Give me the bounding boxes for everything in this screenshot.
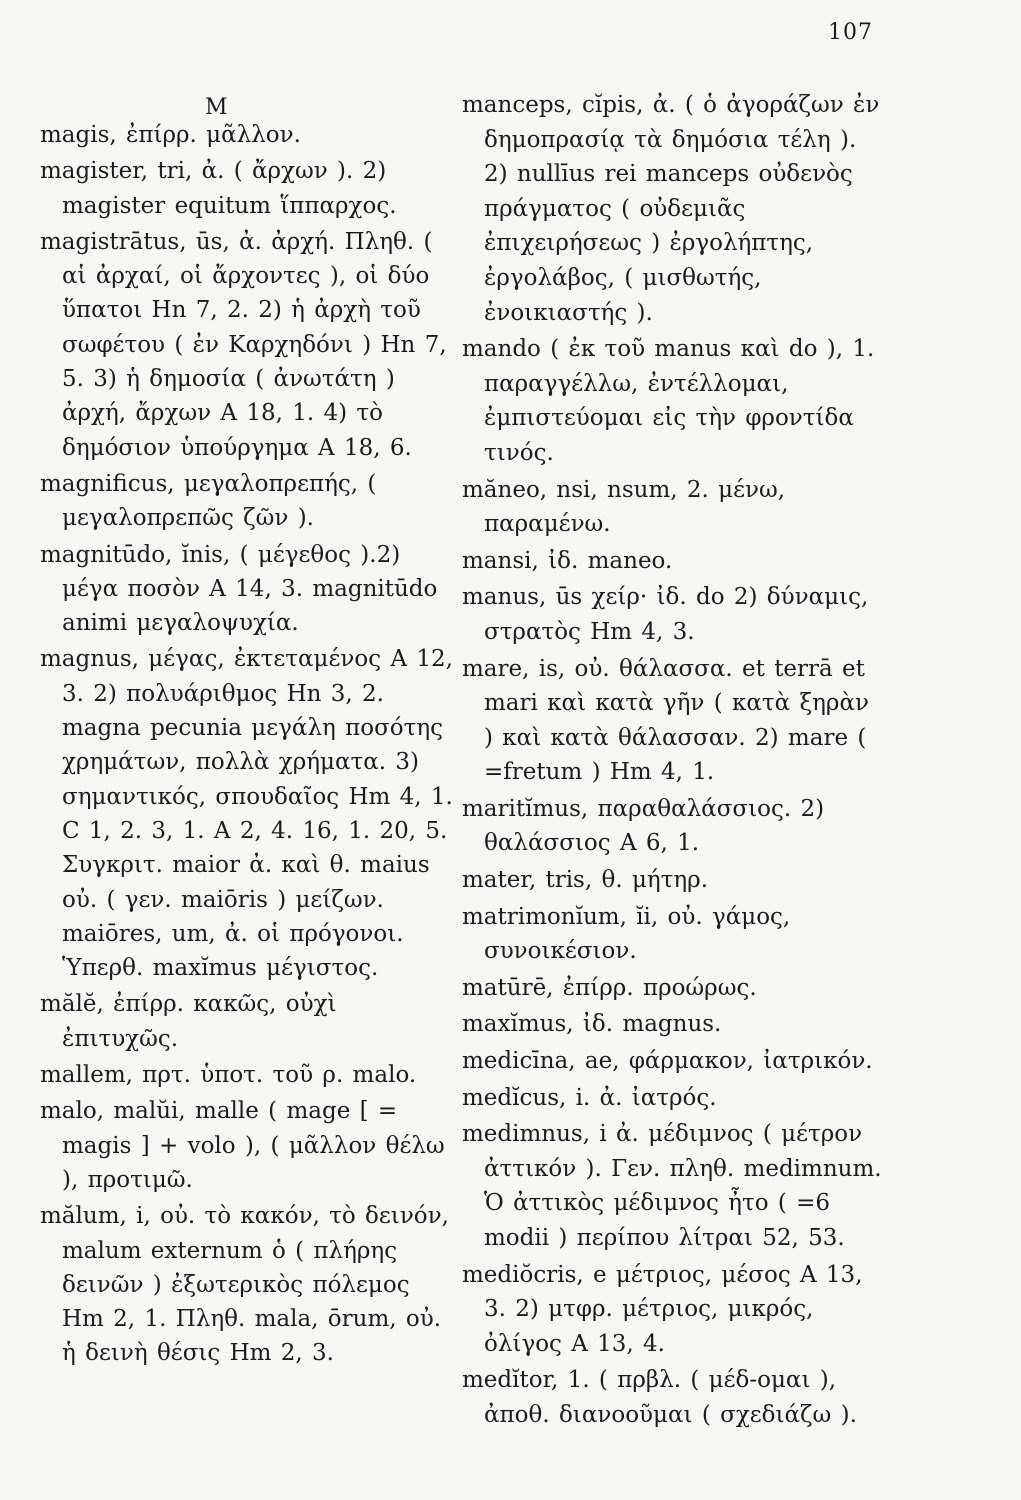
section-letter: M — [205, 95, 228, 120]
dictionary-entry: malo, malŭi, malle ( mage [ = magis ] + volo ), ( μᾶλλον θέλω ), προτιμῶ. — [40, 1098, 445, 1193]
dictionary-entry: manus, ūs χείρ· ἰδ. do 2) δύναμις, στρατὸς Hm 4, 3. — [462, 584, 869, 645]
dictionary-entry: matrimonĭum, ĭi, οὐ. γάμος, συνοικέσιον. — [462, 903, 791, 965]
dictionary-entry: mater, tris, θ. μήτηρ. — [462, 867, 709, 894]
dictionary-entry: manceps, cĭpis, ἀ. ( ὁ ἀγοράζων ἐν δημοπρασίᾳ τὰ δημόσια τέλη ). 2) nullīus rei manceps οὐδενὸς πράγματος ( οὐδεμιᾶς ἐπιχειρήσεως ) ἐργολήπτης, ἐργολάβος, ( μισθωτής, ἐνοικιαστής ). — [462, 92, 880, 326]
dictionary-entry: medicīna, ae, φάρμακον, ἰατρικόν. — [462, 1048, 873, 1075]
dictionary-entry: matūrē, ἐπίρρ. προώρως. — [462, 974, 757, 1001]
dictionary-entry: magnificus, μεγαλοπρεπής, ( μεγαλοπρεπῶς ζῶν ). — [40, 470, 377, 532]
dictionary-entry: mălum, i, οὐ. τὸ κακόν, τὸ δεινόν, malum externum ὁ ( πλήρης δεινῶν ) ἐξωτερικὸς πόλεμος Hm 2, 1. Πληθ. mala, ōrum, οὐ. ἡ δεινὴ θέσις Hm 2, 3. — [40, 1203, 449, 1367]
dictionary-entry: magnus, μέγας, ἐκτεταμένος A 12, 3. 2) πολυάριθμος Hn 3, 2. magna pecunia μεγάλη ποσότης χρημάτων, πολλὰ χρήματα. 3) σημαντικός, σπουδαῖος Hm 4, 1. C 1, 2. 3, 1. A 2, 4. 16, 1. 20, 5. Συγκριτ. maior ἀ. καὶ θ. maius οὐ. ( γεν. maiōris ) μείζων. maiōres, um, ἀ. οἱ πρόγονοι. Ὑπερθ. maxĭmus μέγιστος. — [40, 646, 453, 982]
dictionary-entry: maxĭmus, ἰδ. magnus. — [462, 1011, 722, 1038]
right-column — [462, 88, 882, 1435]
dictionary-entry: mediŏcris, e μέτριος, μέσος A 13, 3. 2) μτφρ. μέτριος, μικρός, ὀλίγος A 13, 4. — [462, 1261, 863, 1357]
dictionary-entry: magis, ἐπίρρ. μᾶλλον. — [40, 122, 301, 148]
dictionary-entry: măneo, nsi, nsum, 2. μένω, παραμένω. — [462, 476, 786, 538]
dictionary-entry: magnitūdo, ĭnis, ( μέγεθος ).2) μέγα ποσὸν A 14, 3. magnitūdo animi μεγαλοψυχία. — [40, 541, 438, 637]
dictionary-entry: mansi, ἰδ. maneo. — [462, 547, 673, 574]
dictionary-entry: mălĕ, ἐπίρρ. κακῶς, οὐχὶ ἐπιτυχῶς. — [40, 991, 337, 1052]
dictionary-entry: mallem, πρτ. ὑποτ. τοῦ ρ. malo. — [40, 1062, 417, 1089]
dictionary-entry: medimnus, i ἀ. μέδιμνος ( μέτρον ἀττικόν ). Γεν. πληθ. medimnum. Ὁ ἀττικὸς μέδιμνος ἦτο ( =6 modii ) περίπου λίτραι 52, 53. — [462, 1121, 882, 1251]
dictionary-entry: maritĭmus, παραθαλάσσιος. 2) θαλάσσιος A 6, 1. — [462, 795, 825, 857]
dictionary-entry: mare, is, οὐ. θάλασσα. et terrā et mari καὶ κατὰ γῆν ( κατὰ ξηρὰν ) καὶ κατὰ θάλασσαν. 2) mare ( =fretum ) Hm 4, 1. — [462, 655, 869, 786]
dictionary-entry: medĭcus, i. ἀ. ἰατρός. — [462, 1084, 717, 1111]
dictionary-entry: medĭtor, 1. ( πρβλ. ( μέδ-ομαι ), ἀποθ. διανοοῦμαι ( σχεδιάζω ). — [462, 1367, 857, 1428]
dictionary-entry: magister, tri, ἀ. ( ἄρχων ). 2) magister equitum ἵππαρχος. — [40, 158, 397, 219]
page-number: 107 — [828, 20, 873, 45]
left-column — [40, 118, 455, 1373]
dictionary-entry: mando ( ἐκ τοῦ manus καὶ do ), 1. παραγγέλλω, ἐντέλλομαι, ἐμπιστεύομαι εἰς τὴν φροντίδα τινός. — [462, 336, 875, 466]
dictionary-entry: magistrātus, ūs, ἀ. ἀρχή. Πληθ. ( αἱ ἀρχαί, οἱ ἄρχοντες ), οἱ δύο ὕπατοι Hn 7, 2. 2) ἡ ἀρχὴ τοῦ σωφέτου ( ἐν Καρχηδόνι ) Hn 7, 5. 3) ἡ δημοσία ( ἀνωτάτη ) ἀρχή, ἄρχων A 18, 1. 4) τὸ δημόσιον ὑπούργημα A 18, 6. — [40, 228, 447, 461]
